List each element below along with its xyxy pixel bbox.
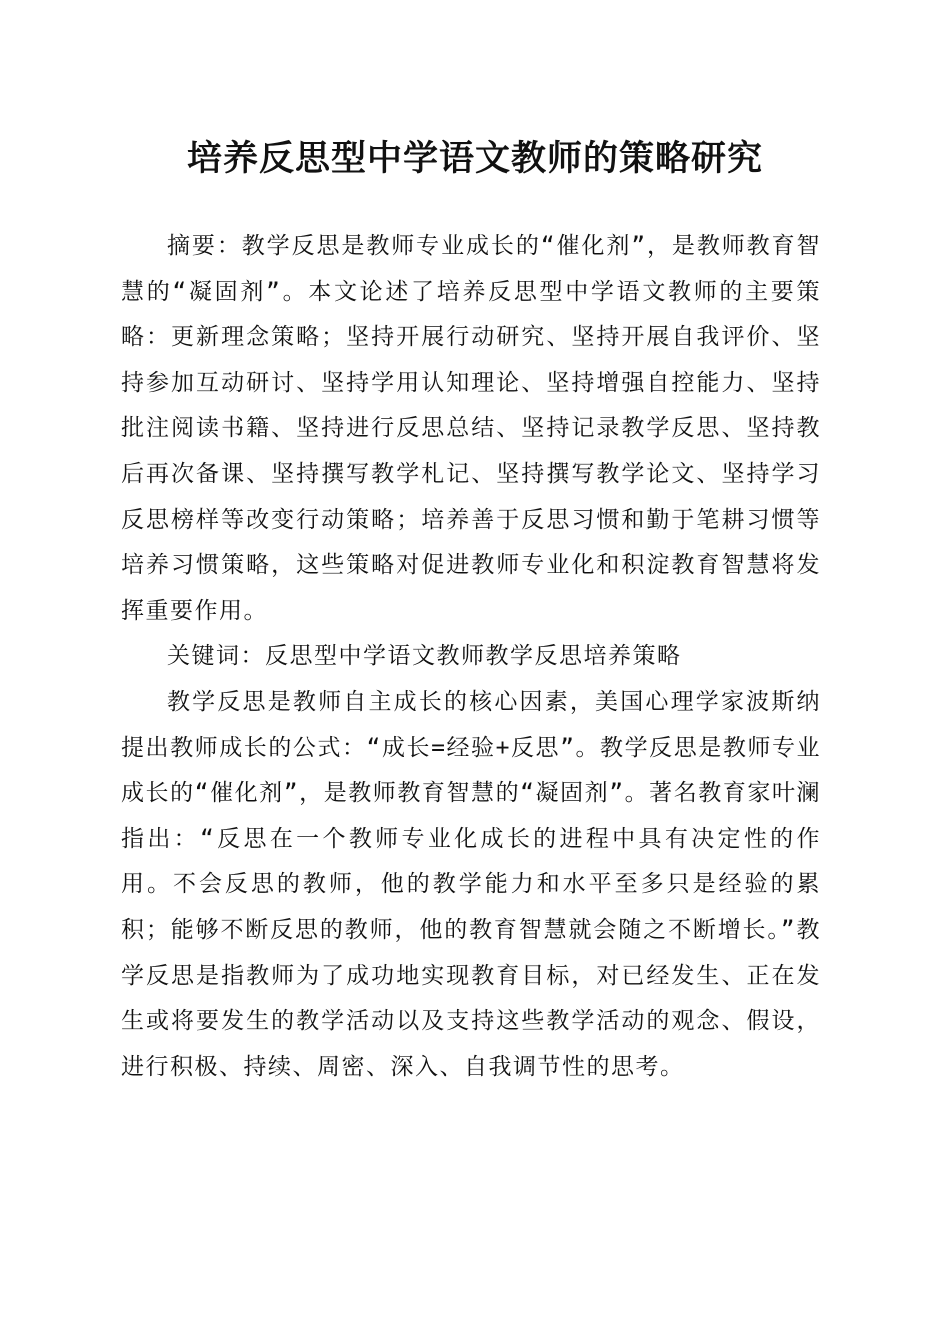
body-paragraph: 教学反思是教师自主成长的核心因素，美国心理学家波斯纳提出教师成长的公式：“成长=经验+反思”。教学反思是教师专业成长的“催化剂”，是教师教育智慧的“凝固剂”。著名教育家叶澜指出：“反思在一个教师专业化成长的进程中具有决定性的作用。不会反思的教师，他的教学能力和水平至多只是经验的累积；能够不断反思的教师，他的教育智慧就会随之不断增长。”教学反思是指教师为了成功地实现教育目标，对已经发生、正在发生或将要发生的教学活动以及支持这些教学活动的观念、假设，进行积极、持续、周密、深入、自我调节性的思考。 [121, 688, 821, 1080]
document-title: 培养反思型中学语文教师的策略研究 [186, 138, 763, 179]
abstract-paragraph: 摘要：教学反思是教师专业成长的“催化剂”，是教师教育智慧的“凝固剂”。本文论述了培养反思型中学语文教师的主要策略：更新理念策略；坚持开展行动研究、坚持开展自我评价、坚持参加互动研讨、坚持学用认知理论、坚持增强自控能力、坚持批注阅读书籍、坚持进行反思总结、坚持记录教学反思、坚持教后再次备课、坚持撰写教学札记、坚持撰写教学论文、坚持学习反思榜样等改变行动策略；培养善于反思习惯和勤于笔耕习惯等培养习惯策略，这些策略对促进教师专业化和积淀教育智慧将发挥重要作用。 [121, 233, 821, 624]
document-body [121, 224, 821, 1090]
keywords-paragraph: 关键词：反思型中学语文教师教学反思培养策略 [167, 643, 682, 670]
